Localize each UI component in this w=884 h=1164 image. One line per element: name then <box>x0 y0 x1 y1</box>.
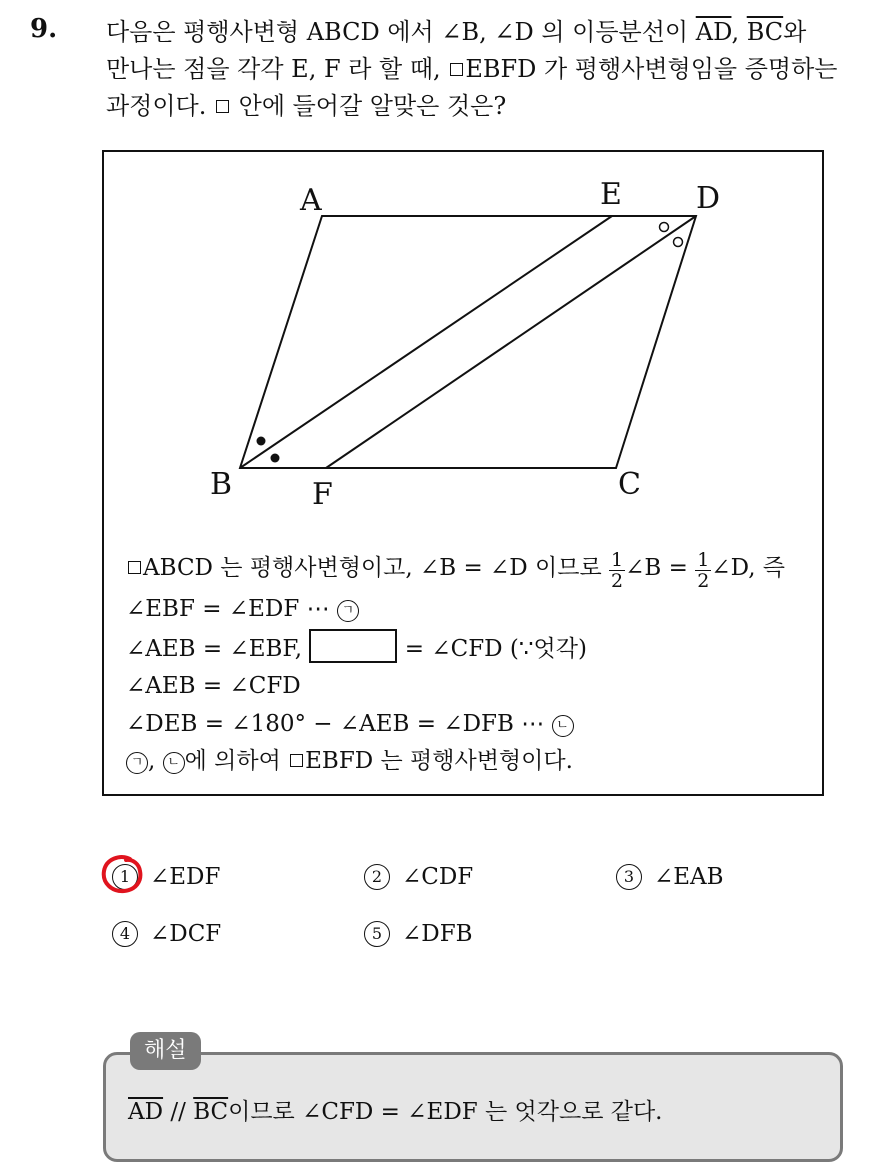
label-c: C <box>618 467 641 502</box>
circled-giyeok: ㄱ <box>126 752 148 774</box>
label-d: D <box>696 181 721 216</box>
proof-text <box>126 550 785 781</box>
choice-4[interactable]: 4 ∠DCF <box>112 921 221 947</box>
circled-nieun: ㄴ <box>163 752 185 774</box>
choice-2[interactable]: 2 ∠CDF <box>364 864 473 890</box>
proof-line-5: ∠DEB = ∠180° − ∠AEB = ∠DFB ⋯ ㄴ <box>126 706 785 744</box>
answer-blank <box>309 629 397 663</box>
quadrilateral-icon <box>450 63 463 76</box>
angle-mark-d2 <box>674 238 683 247</box>
proof-line-6: ㄱ , ㄴ 에 의하여 EBFD 는 평행사변형이다. <box>126 743 785 781</box>
choice-3[interactable]: 3 ∠EAB <box>616 864 724 890</box>
proof-box <box>102 150 824 796</box>
choice-1[interactable]: 1 ∠EDF <box>112 864 220 890</box>
angle-mark-d1 <box>660 223 669 232</box>
label-f: F <box>312 477 333 512</box>
segment-ad: $\overline{AD}$ <box>695 18 732 46</box>
segment-bc: $\overline{BC}$ <box>746 18 784 46</box>
bisector-df <box>326 216 696 468</box>
explanation-text: $\overline{AD} // \overline{BC}$이므로 ∠CFD = ∠EDF 는 엇각으로 같다. <box>128 1099 663 1125</box>
circled-nieun: ㄴ <box>552 715 574 737</box>
quadrilateral-icon <box>128 561 141 574</box>
label-b: B <box>210 467 233 502</box>
choice-5[interactable]: 5 ∠DFB <box>364 921 473 947</box>
fraction-half: $\frac{1}{2}$ <box>697 549 710 592</box>
proof-line-4: ∠AEB = ∠CFD <box>126 673 301 699</box>
angle-mark-b2 <box>271 454 280 463</box>
circled-giyeok: ㄱ <box>337 600 359 622</box>
explanation-tab: 해설 <box>130 1032 201 1070</box>
label-a: A <box>300 183 322 218</box>
quadrilateral-icon <box>290 754 303 767</box>
parallelogram-abcd <box>240 216 696 468</box>
parallelogram-figure <box>104 152 824 532</box>
bisector-be <box>240 216 612 468</box>
question-line-1: 다음은 평행사변형 ABCD 에서 ∠B, ∠D 의 이등분선이 <box>106 18 696 46</box>
question-line-3: 과정이다. <box>106 92 214 120</box>
fraction-half: $\frac{1}{2}$ <box>611 549 624 592</box>
question-line-2: 만나는 점을 각각 E, F 라 할 때, <box>106 55 449 83</box>
explanation-box <box>103 1052 843 1162</box>
blank-box-icon <box>216 100 229 113</box>
label-e: E <box>600 177 622 212</box>
answer-mark-icon <box>100 853 146 895</box>
question-text: 다음은 평행사변형 ABCD 에서 ∠B, ∠D 의 이등분선이 $\overline{AD}$, $\overline{BC}$와 만나는 점을 각각 E, F 라 할 때, EBFD 가 평행사변형임을 증명하는 과정이다. 안에 들어갈 알맞은 것은? <box>106 18 838 120</box>
proof-line-1: ABCD 는 평행사변형이고, ∠B = ∠D 이므로 $\frac{1}{2}$ ∠B = $\frac{1}{2}$ ∠D, 즉 <box>126 550 785 591</box>
proof-line-3: ∠AEB = ∠EBF, = ∠CFD (∵엇각) <box>126 629 785 669</box>
angle-mark-b1 <box>257 437 266 446</box>
question-number: 9. <box>30 14 58 44</box>
proof-line-2: ∠EBF = ∠EDF ⋯ ㄱ <box>126 591 785 629</box>
